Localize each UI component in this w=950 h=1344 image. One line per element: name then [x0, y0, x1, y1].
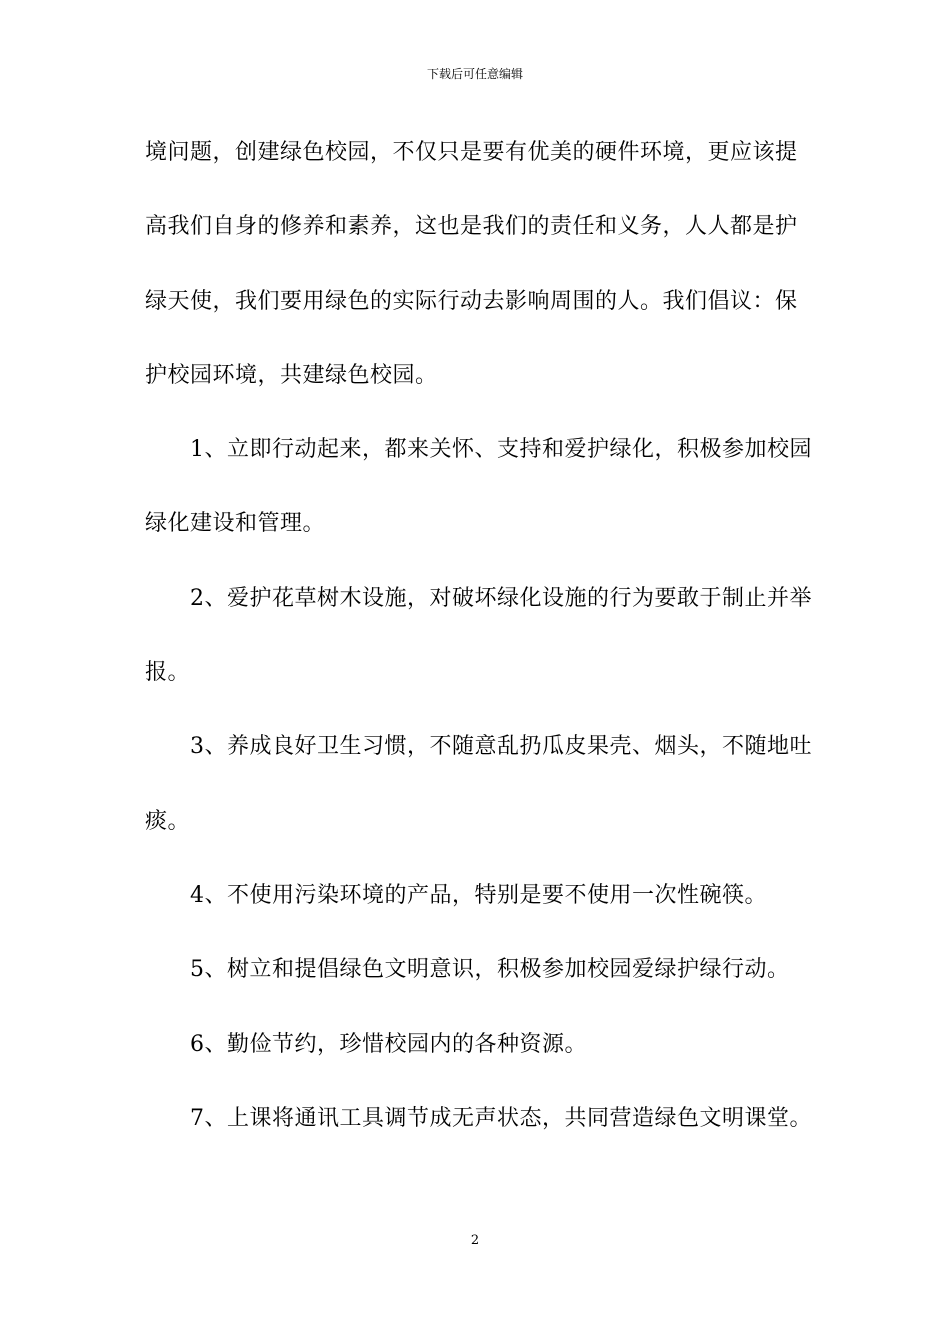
- list-item-4: 4、不使用污染环境的产品，特别是要不使用一次性碗筷。: [190, 883, 767, 908]
- body-line: 绿化建设和管理。: [145, 511, 326, 536]
- body-line: 绿天使，我们要用绿色的实际行动去影响周围的人。我们倡议：保: [145, 289, 798, 314]
- page-number: 2: [470, 1233, 480, 1248]
- body-line: 护校园环境，共建绿色校园。: [145, 363, 438, 388]
- list-item-7: 7、上课将通讯工具调节成无声状态，共同营造绿色文明课堂。: [190, 1106, 812, 1131]
- body-line: 境问题，创建绿色校园，不仅只是要有优美的硬件环境，更应该提: [145, 140, 798, 165]
- list-item-2: 2、爱护花草树木设施，对破坏绿化设施的行为要敢于制止并举: [190, 586, 812, 611]
- body-line: 报。: [145, 660, 191, 685]
- body-line: 高我们自身的修养和素养，这也是我们的责任和义务，人人都是护: [145, 214, 798, 239]
- list-item-3: 3、养成良好卫生习惯，不随意乱扔瓜皮果壳、烟头，不随地吐: [190, 734, 812, 759]
- list-item-6: 6、勤俭节约，珍惜校园内的各种资源。: [190, 1032, 587, 1057]
- list-item-1: 1、立即行动起来，都来关怀、支持和爱护绿化，积极参加校园: [190, 437, 812, 462]
- page-header: 下载后可任意编辑: [426, 67, 523, 81]
- body-line: 痰。: [145, 809, 191, 834]
- list-item-5: 5、树立和提倡绿色文明意识，积极参加校园爱绿护绿行动。: [190, 957, 790, 982]
